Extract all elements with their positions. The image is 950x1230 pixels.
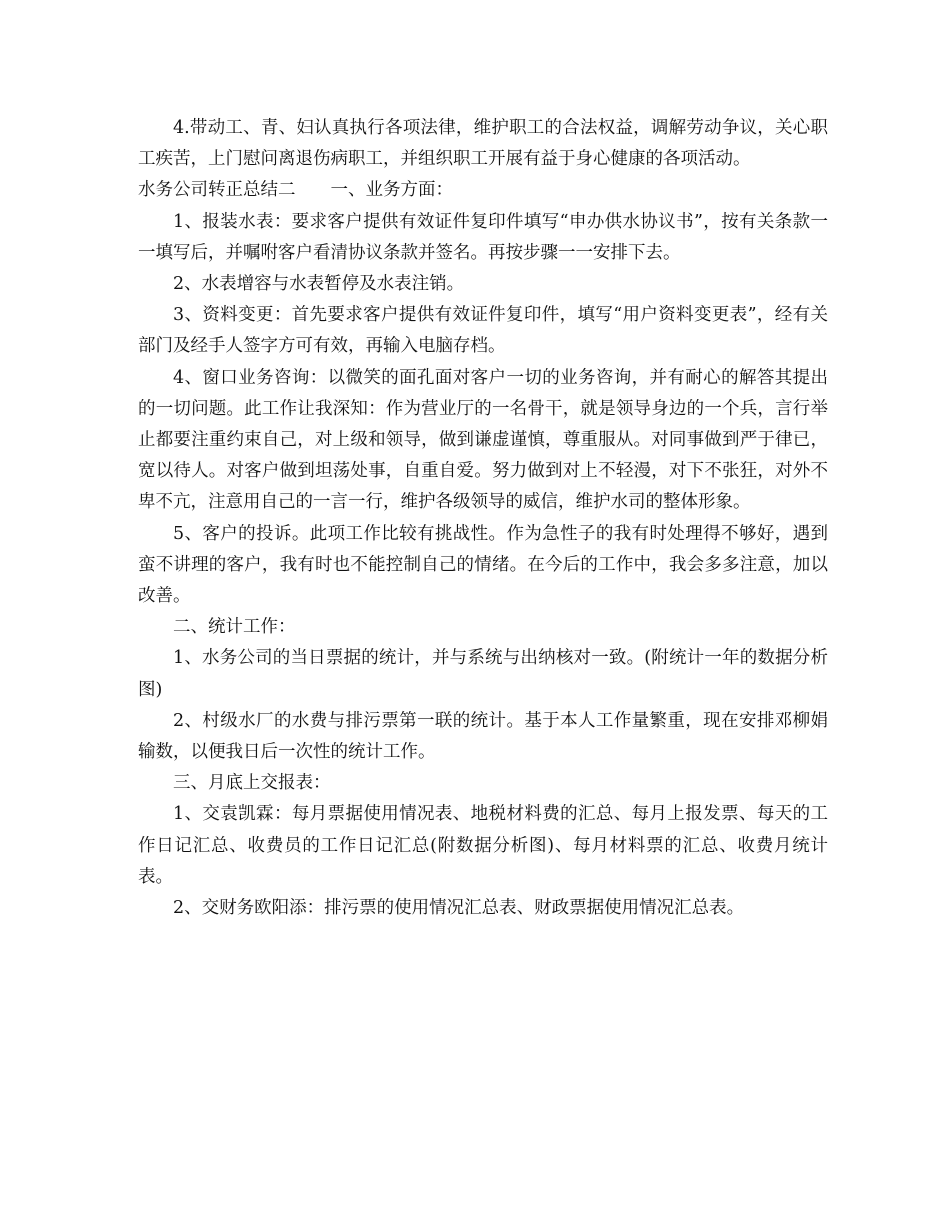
- paragraph-window-consulting: 4、窗口业务咨询：以微笑的面孔面对客户一切的业务咨询，并有耐心的解答其提出的一切问题。此工作让我深知：作为营业厅的一名骨干，就是领导身边的一个兵，言行举止都要注重约束自己，对上级和领导，做到谦虚谨慎，尊重服从。对同事做到严于律已，宽以待人。对客户做到坦荡处事，自重自爱。努力做到对上不轻漫，对下不张狂，对外不卑不亢，注意用自己的一言一行，维护各级领导的威信，维护水司的整体形象。: [138, 367, 828, 513]
- paragraph-daily-statistics: 1、水务公司的当日票据的统计，并与系统与出纳核对一致。(附统计一年的数据分析图): [138, 648, 828, 700]
- section-heading-business: 水务公司转正总结二 一、业务方面：: [138, 180, 453, 201]
- document-body: [138, 113, 828, 924]
- paragraph-report-yuan: 1、交袁凯霖：每月票据使用情况表、地税材料费的汇总、每月上报发票、每天的工作日记汇总、收费员的工作日记汇总(附数据分析图)、每月材料票的汇总、收费月统计表。: [138, 804, 828, 887]
- section-heading-monthly-reports: 三、月底上交报表：: [173, 773, 331, 794]
- paragraph-report-finance: 2、交财务欧阳添：排污票的使用情况汇总表、财政票据使用情况汇总表。: [173, 898, 745, 919]
- paragraph-data-change: 3、资料变更：首先要求客户提供有效证件复印件，填写“用户资料变更表”，经有关部门及经手人签字方可有效，再输入电脑存档。: [138, 305, 828, 357]
- paragraph-worker-rights: 4.带动工、青、妇认真执行各项法律，维护职工的合法权益，调解劳动争议，关心职工疾苦，上门慰问离退伤病职工，并组织职工开展有益于身心健康的各项活动。: [138, 118, 828, 170]
- paragraph-complaints: 5、客户的投诉。此项工作比较有挑战性。作为急性子的我有时处理得不够好，遇到蛮不讲理的客户，我有时也不能控制自己的情绪。在今后的工作中，我会多多注意，加以改善。: [138, 523, 828, 607]
- section-heading-statistics: 二、统计工作：: [173, 617, 296, 638]
- paragraph-village-statistics: 2、村级水厂的水费与排污票第一联的统计。基于本人工作量繁重，现在安排邓柳娟输数，以便我日后一次性的统计工作。: [138, 710, 828, 763]
- paragraph-meter-installation: 1、报装水表：要求客户提供有效证件复印件填写“申办供水协议书”，按有关条款一一填写后，并嘱咐客户看清协议条款并签名。再按步骤一一安排下去。: [138, 211, 828, 263]
- paragraph-meter-changes: 2、水表增容与水表暂停及水表注销。: [173, 274, 465, 295]
